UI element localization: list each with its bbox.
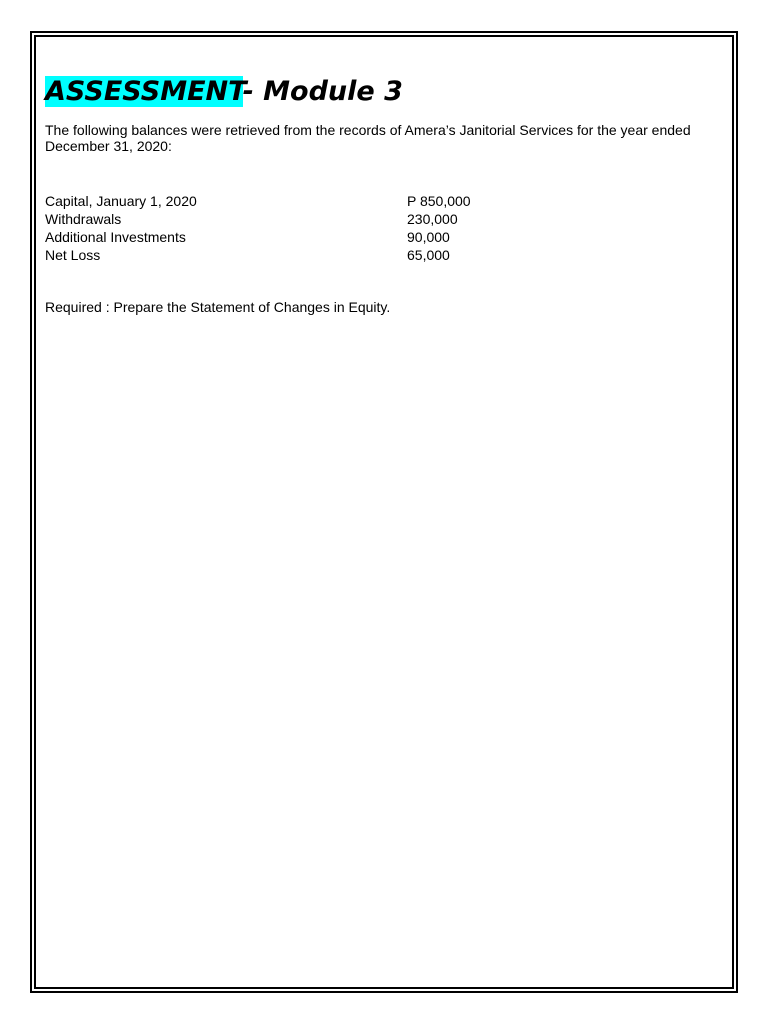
balances-list (45, 192, 715, 264)
balance-amount: 65,000 (407, 247, 450, 263)
heading-module: - Module 3 (242, 76, 403, 107)
required-instruction: Required : Prepare the Statement of Changes in Equity. (45, 299, 391, 315)
balance-amount: P 850,000 (407, 193, 471, 209)
heading-highlight: ASSESSMENT (45, 76, 243, 107)
balance-label: Withdrawals (45, 211, 122, 227)
document-body (45, 76, 715, 329)
balance-label: Capital, January 1, 2020 (45, 193, 197, 209)
intro-paragraph: The following balances were retrieved from the records of Amera’s Janitorial Services for the year ended December 31, 2020: (45, 122, 691, 154)
balance-row (45, 210, 715, 228)
balance-row (45, 228, 715, 246)
balance-amount: 230,000 (407, 211, 458, 227)
balance-label: Net Loss (45, 247, 101, 263)
assessment-heading (45, 76, 715, 108)
balance-amount: 90,000 (407, 229, 450, 245)
balance-row (45, 192, 715, 210)
balance-row (45, 246, 715, 264)
balance-label: Additional Investments (45, 229, 186, 245)
